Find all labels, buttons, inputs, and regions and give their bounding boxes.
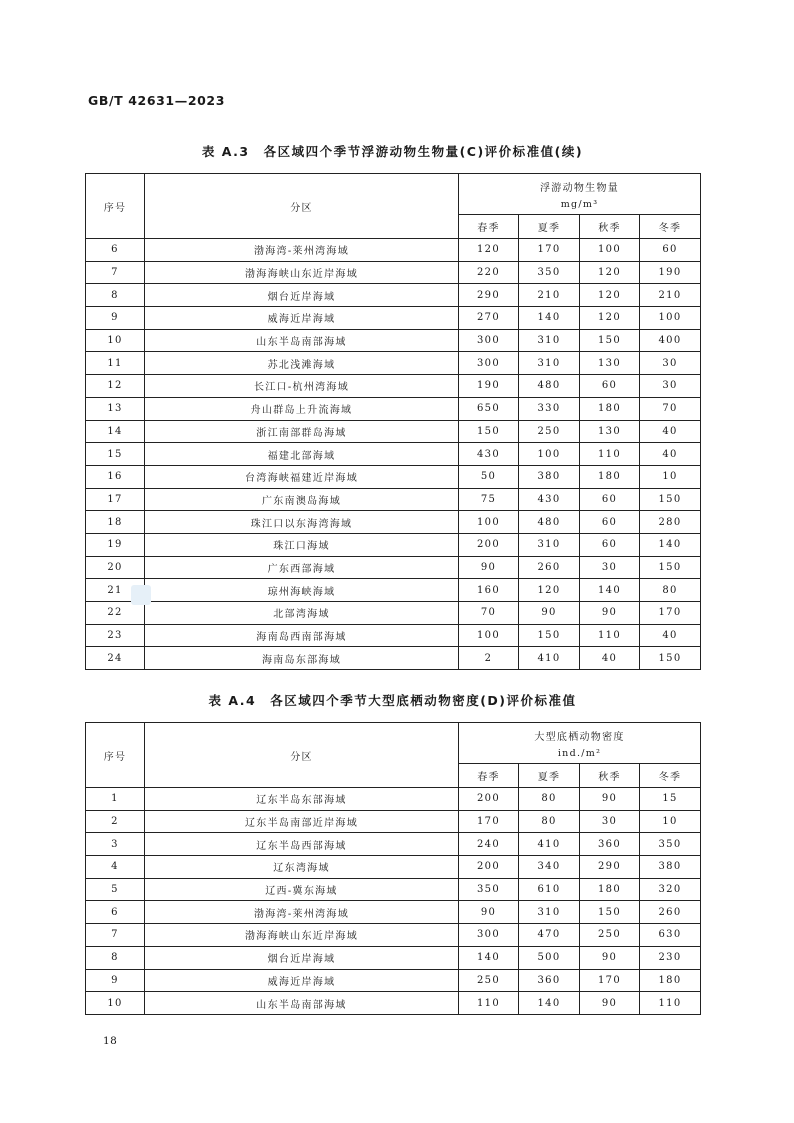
table-row xyxy=(86,307,701,330)
autumn-value-cell: 90 xyxy=(580,992,640,1015)
winter-value-cell: 150 xyxy=(640,647,701,670)
region-cell: 山东半岛南部海域 xyxy=(145,329,459,352)
metric-unit: ind./m² xyxy=(557,747,602,759)
region-cell: 台湾海峡福建近岸海域 xyxy=(145,465,459,488)
table-row xyxy=(86,533,701,556)
table-row xyxy=(86,579,701,602)
summer-value-cell: 120 xyxy=(519,579,580,602)
autumn-value-cell: 130 xyxy=(580,420,640,443)
table-row xyxy=(86,647,701,670)
autumn-value-cell: 40 xyxy=(580,647,640,670)
spring-value-cell: 90 xyxy=(459,556,519,579)
summer-value-cell: 210 xyxy=(519,284,580,307)
winter-value-cell: 150 xyxy=(640,556,701,579)
summer-value-cell: 310 xyxy=(519,352,580,375)
winter-value-cell: 15 xyxy=(640,788,701,811)
summer-value-cell: 480 xyxy=(519,511,580,534)
spring-value-cell: 650 xyxy=(459,397,519,420)
autumn-value-cell: 100 xyxy=(580,239,640,262)
spring-value-cell: 100 xyxy=(459,511,519,534)
season-header-summer: 夏季 xyxy=(519,215,580,239)
table-row xyxy=(86,946,701,969)
season-header-winter: 冬季 xyxy=(640,764,701,788)
autumn-value-cell: 170 xyxy=(580,969,640,992)
row-index-cell: 17 xyxy=(86,488,145,511)
region-cell: 渤海湾-莱州湾海域 xyxy=(145,901,459,924)
region-cell: 长江口-杭州湾海域 xyxy=(145,375,459,398)
row-index-cell: 2 xyxy=(86,810,145,833)
summer-value-cell: 80 xyxy=(519,810,580,833)
table-row xyxy=(86,329,701,352)
summer-value-cell: 140 xyxy=(519,992,580,1015)
row-index-cell: 3 xyxy=(86,833,145,856)
spring-value-cell: 200 xyxy=(459,533,519,556)
row-index-cell: 7 xyxy=(86,924,145,947)
region-cell: 辽东湾海域 xyxy=(145,856,459,879)
table-a3-body xyxy=(86,239,701,670)
table-row xyxy=(86,992,701,1015)
table-a3 xyxy=(85,173,701,670)
summer-value-cell: 310 xyxy=(519,329,580,352)
region-cell: 渤海湾-莱州湾海域 xyxy=(145,239,459,262)
spring-value-cell: 300 xyxy=(459,329,519,352)
region-cell: 威海近岸海域 xyxy=(145,307,459,330)
autumn-value-cell: 180 xyxy=(580,465,640,488)
metric-title: 大型底栖动物密度 xyxy=(534,731,625,743)
summer-value-cell: 470 xyxy=(519,924,580,947)
page-number: 18 xyxy=(103,1035,118,1047)
region-cell: 烟台近岸海域 xyxy=(145,284,459,307)
table-row xyxy=(86,556,701,579)
winter-value-cell: 350 xyxy=(640,833,701,856)
region-cell: 浙江南部群岛海域 xyxy=(145,420,459,443)
region-cell: 威海近岸海域 xyxy=(145,969,459,992)
summer-value-cell: 360 xyxy=(519,969,580,992)
region-cell: 琼州海峡海域 xyxy=(145,579,459,602)
summer-value-cell: 310 xyxy=(519,901,580,924)
row-index-cell: 16 xyxy=(86,465,145,488)
winter-value-cell: 30 xyxy=(640,375,701,398)
summer-value-cell: 610 xyxy=(519,878,580,901)
season-header-summer: 夏季 xyxy=(519,764,580,788)
table-row xyxy=(86,465,701,488)
region-cell: 辽西-冀东海域 xyxy=(145,878,459,901)
autumn-value-cell: 140 xyxy=(580,579,640,602)
row-index-cell: 10 xyxy=(86,329,145,352)
region-cell: 海南岛西南部海域 xyxy=(145,624,459,647)
summer-value-cell: 310 xyxy=(519,533,580,556)
row-index-cell: 21 xyxy=(86,579,145,602)
autumn-value-cell: 180 xyxy=(580,397,640,420)
autumn-value-cell: 90 xyxy=(580,788,640,811)
row-index-cell: 6 xyxy=(86,901,145,924)
autumn-value-cell: 60 xyxy=(580,488,640,511)
spring-value-cell: 50 xyxy=(459,465,519,488)
table-row xyxy=(86,443,701,466)
winter-value-cell: 630 xyxy=(640,924,701,947)
region-cell: 广东西部海域 xyxy=(145,556,459,579)
spring-value-cell: 300 xyxy=(459,924,519,947)
spring-value-cell: 110 xyxy=(459,992,519,1015)
table-row xyxy=(86,511,701,534)
autumn-value-cell: 180 xyxy=(580,878,640,901)
summer-value-cell: 140 xyxy=(519,307,580,330)
row-index-cell: 8 xyxy=(86,284,145,307)
winter-value-cell: 150 xyxy=(640,488,701,511)
autumn-value-cell: 250 xyxy=(580,924,640,947)
region-cell: 北部湾海域 xyxy=(145,602,459,625)
summer-value-cell: 90 xyxy=(519,602,580,625)
spring-value-cell: 100 xyxy=(459,624,519,647)
row-index-cell: 7 xyxy=(86,261,145,284)
summer-value-cell: 250 xyxy=(519,420,580,443)
autumn-value-cell: 120 xyxy=(580,261,640,284)
spring-value-cell: 240 xyxy=(459,833,519,856)
spring-value-cell: 220 xyxy=(459,261,519,284)
col-index-header: 序号 xyxy=(86,174,145,239)
table-row xyxy=(86,602,701,625)
region-cell: 烟台近岸海域 xyxy=(145,946,459,969)
table-row xyxy=(86,788,701,811)
table-a3-caption: 表 A.3 各区域四个季节浮游动物生物量(C)评价标准值(续) xyxy=(201,144,584,159)
summer-value-cell: 150 xyxy=(519,624,580,647)
table-row xyxy=(86,261,701,284)
autumn-value-cell: 360 xyxy=(580,833,640,856)
summer-value-cell: 340 xyxy=(519,856,580,879)
row-index-cell: 19 xyxy=(86,533,145,556)
row-index-cell: 11 xyxy=(86,352,145,375)
row-index-cell: 22 xyxy=(86,602,145,625)
row-index-cell: 20 xyxy=(86,556,145,579)
metric-header xyxy=(459,723,701,764)
region-cell: 福建北部海域 xyxy=(145,443,459,466)
autumn-value-cell: 30 xyxy=(580,556,640,579)
winter-value-cell: 180 xyxy=(640,969,701,992)
winter-value-cell: 80 xyxy=(640,579,701,602)
autumn-value-cell: 110 xyxy=(580,624,640,647)
winter-value-cell: 100 xyxy=(640,307,701,330)
standard-code: GB/T 42631—2023 xyxy=(88,93,226,108)
autumn-value-cell: 90 xyxy=(580,602,640,625)
region-cell: 山东半岛南部海域 xyxy=(145,992,459,1015)
winter-value-cell: 380 xyxy=(640,856,701,879)
summer-value-cell: 410 xyxy=(519,833,580,856)
table-a4 xyxy=(85,722,701,1015)
autumn-value-cell: 60 xyxy=(580,375,640,398)
region-cell: 辽东半岛东部海域 xyxy=(145,788,459,811)
region-cell: 渤海海峡山东近岸海域 xyxy=(145,261,459,284)
autumn-value-cell: 130 xyxy=(580,352,640,375)
region-cell: 辽东半岛西部海域 xyxy=(145,833,459,856)
region-cell: 舟山群岛上升流海域 xyxy=(145,397,459,420)
row-index-cell: 9 xyxy=(86,969,145,992)
summer-value-cell: 170 xyxy=(519,239,580,262)
row-index-cell: 18 xyxy=(86,511,145,534)
spring-value-cell: 270 xyxy=(459,307,519,330)
spring-value-cell: 430 xyxy=(459,443,519,466)
summer-value-cell: 350 xyxy=(519,261,580,284)
region-cell: 渤海海峡山东近岸海域 xyxy=(145,924,459,947)
winter-value-cell: 70 xyxy=(640,397,701,420)
autumn-value-cell: 30 xyxy=(580,810,640,833)
col-index-header: 序号 xyxy=(86,723,145,788)
season-header-winter: 冬季 xyxy=(640,215,701,239)
autumn-value-cell: 60 xyxy=(580,533,640,556)
season-header-spring: 春季 xyxy=(459,215,519,239)
summer-value-cell: 80 xyxy=(519,788,580,811)
table-row xyxy=(86,878,701,901)
autumn-value-cell: 150 xyxy=(580,901,640,924)
metric-header xyxy=(459,174,701,215)
spring-value-cell: 250 xyxy=(459,969,519,992)
spring-value-cell: 350 xyxy=(459,878,519,901)
winter-value-cell: 320 xyxy=(640,878,701,901)
winter-value-cell: 40 xyxy=(640,420,701,443)
summer-value-cell: 260 xyxy=(519,556,580,579)
winter-value-cell: 60 xyxy=(640,239,701,262)
autumn-value-cell: 290 xyxy=(580,856,640,879)
region-cell: 珠江口以东海湾海域 xyxy=(145,511,459,534)
spring-value-cell: 200 xyxy=(459,788,519,811)
row-index-cell: 23 xyxy=(86,624,145,647)
winter-value-cell: 210 xyxy=(640,284,701,307)
region-cell: 辽东半岛南部近岸海域 xyxy=(145,810,459,833)
winter-value-cell: 280 xyxy=(640,511,701,534)
table-row xyxy=(86,488,701,511)
winter-value-cell: 170 xyxy=(640,602,701,625)
spring-value-cell: 290 xyxy=(459,284,519,307)
spring-value-cell: 90 xyxy=(459,901,519,924)
winter-value-cell: 40 xyxy=(640,624,701,647)
spring-value-cell: 190 xyxy=(459,375,519,398)
winter-value-cell: 140 xyxy=(640,533,701,556)
row-index-cell: 15 xyxy=(86,443,145,466)
winter-value-cell: 30 xyxy=(640,352,701,375)
summer-value-cell: 480 xyxy=(519,375,580,398)
table-row xyxy=(86,397,701,420)
table-row xyxy=(86,810,701,833)
winter-value-cell: 110 xyxy=(640,992,701,1015)
table-row xyxy=(86,833,701,856)
summer-value-cell: 100 xyxy=(519,443,580,466)
row-index-cell: 6 xyxy=(86,239,145,262)
col-region-header: 分区 xyxy=(145,723,459,788)
table-row xyxy=(86,420,701,443)
autumn-value-cell: 120 xyxy=(580,307,640,330)
table-a4-caption: 表 A.4 各区域四个季节大型底栖动物密度(D)评价标准值 xyxy=(208,693,577,708)
region-cell: 海南岛东部海域 xyxy=(145,647,459,670)
table-row xyxy=(86,924,701,947)
table-a4-body xyxy=(86,788,701,1015)
summer-value-cell: 430 xyxy=(519,488,580,511)
spring-value-cell: 300 xyxy=(459,352,519,375)
autumn-value-cell: 150 xyxy=(580,329,640,352)
spring-value-cell: 120 xyxy=(459,239,519,262)
row-index-cell: 5 xyxy=(86,878,145,901)
spring-value-cell: 2 xyxy=(459,647,519,670)
col-region-header: 分区 xyxy=(145,174,459,239)
winter-value-cell: 10 xyxy=(640,810,701,833)
table-row xyxy=(86,352,701,375)
winter-value-cell: 40 xyxy=(640,443,701,466)
row-index-cell: 12 xyxy=(86,375,145,398)
watermark-mark xyxy=(131,585,151,605)
region-cell: 苏北浅滩海域 xyxy=(145,352,459,375)
row-index-cell: 4 xyxy=(86,856,145,879)
region-cell: 广东南澳岛海域 xyxy=(145,488,459,511)
row-index-cell: 24 xyxy=(86,647,145,670)
metric-unit: mg/m³ xyxy=(560,198,599,210)
spring-value-cell: 75 xyxy=(459,488,519,511)
table-row xyxy=(86,239,701,262)
winter-value-cell: 10 xyxy=(640,465,701,488)
summer-value-cell: 410 xyxy=(519,647,580,670)
table-row xyxy=(86,901,701,924)
table-row xyxy=(86,856,701,879)
spring-value-cell: 150 xyxy=(459,420,519,443)
row-index-cell: 13 xyxy=(86,397,145,420)
table-row xyxy=(86,284,701,307)
spring-value-cell: 160 xyxy=(459,579,519,602)
row-index-cell: 8 xyxy=(86,946,145,969)
season-header-autumn: 秋季 xyxy=(580,215,640,239)
autumn-value-cell: 110 xyxy=(580,443,640,466)
summer-value-cell: 380 xyxy=(519,465,580,488)
table-row xyxy=(86,969,701,992)
region-cell: 珠江口海域 xyxy=(145,533,459,556)
spring-value-cell: 200 xyxy=(459,856,519,879)
winter-value-cell: 230 xyxy=(640,946,701,969)
summer-value-cell: 500 xyxy=(519,946,580,969)
row-index-cell: 1 xyxy=(86,788,145,811)
table-row xyxy=(86,375,701,398)
season-header-spring: 春季 xyxy=(459,764,519,788)
autumn-value-cell: 120 xyxy=(580,284,640,307)
spring-value-cell: 170 xyxy=(459,810,519,833)
metric-title: 浮游动物生物量 xyxy=(539,182,620,194)
winter-value-cell: 400 xyxy=(640,329,701,352)
winter-value-cell: 260 xyxy=(640,901,701,924)
season-header-autumn: 秋季 xyxy=(580,764,640,788)
spring-value-cell: 140 xyxy=(459,946,519,969)
summer-value-cell: 330 xyxy=(519,397,580,420)
row-index-cell: 14 xyxy=(86,420,145,443)
autumn-value-cell: 60 xyxy=(580,511,640,534)
spring-value-cell: 70 xyxy=(459,602,519,625)
autumn-value-cell: 90 xyxy=(580,946,640,969)
row-index-cell: 10 xyxy=(86,992,145,1015)
table-row xyxy=(86,624,701,647)
winter-value-cell: 190 xyxy=(640,261,701,284)
row-index-cell: 9 xyxy=(86,307,145,330)
